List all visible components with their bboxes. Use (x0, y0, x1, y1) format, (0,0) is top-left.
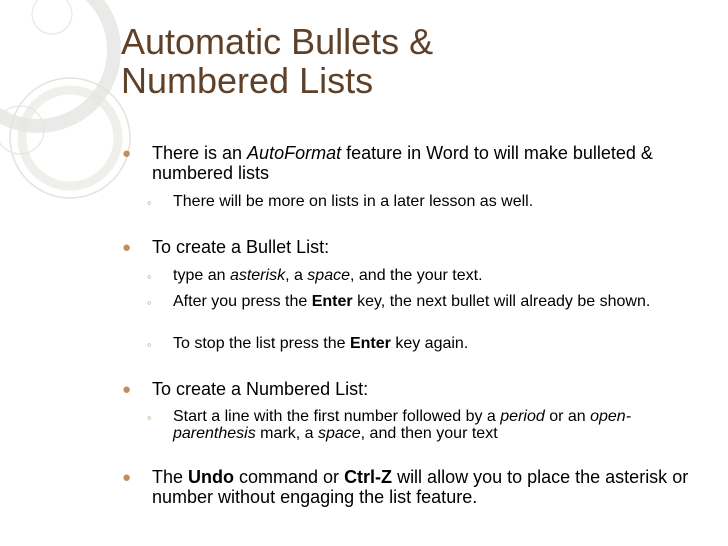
bullet-icon: ● (122, 381, 132, 398)
text-run: Enter (349, 335, 391, 352)
sub-bullet-item (147, 293, 712, 310)
bullet-icon: ● (122, 239, 132, 256)
bullet-text (152, 237, 712, 257)
bullet-icon: ● (122, 145, 132, 162)
sub-bullet-text (173, 267, 712, 284)
sub-bullet-text (173, 293, 712, 310)
text-run: There is an (152, 143, 248, 163)
text-run: , and then your text (360, 425, 498, 442)
text-run: Undo (188, 467, 235, 487)
sub-bullet-icon: ◦ (147, 410, 152, 425)
text-run: asterisk (229, 267, 286, 284)
text-run: feature in Word to will make bulleted & numbered lists (152, 143, 653, 183)
text-run: or an (544, 408, 591, 425)
decorative-circle-large (0, 0, 114, 126)
sub-bullet-text (173, 335, 712, 352)
text-run: AutoFormat (247, 143, 342, 163)
slide-title-line-1: Automatic Bullets & (121, 21, 434, 62)
sub-bullet-icon: ◦ (147, 337, 152, 352)
sub-bullet-icon: ◦ (147, 295, 152, 310)
text-run: To create a Bullet List: (152, 237, 330, 257)
sub-bullet-item (147, 193, 712, 210)
bullet-icon: ● (122, 469, 132, 486)
decorative-circle-outer (10, 78, 130, 198)
sub-bullet-item (147, 335, 712, 352)
text-run: There will be more on lists in a later lesson as well. (173, 193, 534, 210)
sub-bullet-icon: ◦ (147, 195, 152, 210)
bullet-item (122, 237, 712, 257)
text-run: To create a Numbered List: (152, 379, 369, 399)
text-run: will allow you to place the asterisk or number without engaging the list feature. (152, 467, 689, 507)
text-run: Ctrl-Z (344, 467, 393, 487)
decorative-circle-tiny (32, 0, 72, 34)
bullet-item (122, 143, 712, 183)
text-run: space (307, 267, 350, 284)
sub-bullet-text (173, 193, 712, 210)
text-run: key again. (390, 335, 469, 352)
text-run: , a (285, 267, 308, 284)
text-run: , and the your text. (350, 267, 483, 284)
text-run: Start a line with the first number followed by a (173, 408, 501, 425)
text-run: space (317, 425, 361, 442)
text-run: key, the next bullet will already be shown. (352, 293, 651, 310)
bullet-text (152, 143, 712, 183)
text-run: Enter (311, 293, 353, 310)
sub-bullet-icon: ◦ (147, 269, 152, 284)
bullet-item (122, 467, 712, 507)
text-run: mark, a (255, 425, 318, 442)
text-run: period (500, 408, 545, 425)
slide-title-line-2: Numbered Lists (121, 60, 374, 101)
slide-title (121, 22, 681, 100)
sub-bullet-item (147, 267, 712, 284)
bullet-text (152, 467, 712, 507)
bullet-item (122, 379, 712, 399)
sub-bullet-item (147, 408, 712, 442)
text-run: The (152, 467, 189, 487)
text-run: type an (173, 267, 230, 284)
text-run: open-parenthesis (173, 408, 632, 442)
sub-bullet-text (173, 408, 712, 442)
text-run: To stop the list press the (173, 335, 350, 352)
bullet-text (152, 379, 712, 399)
text-run: After you press the (173, 293, 312, 310)
text-run: command or (234, 467, 345, 487)
decorative-circle-ring (22, 90, 118, 186)
